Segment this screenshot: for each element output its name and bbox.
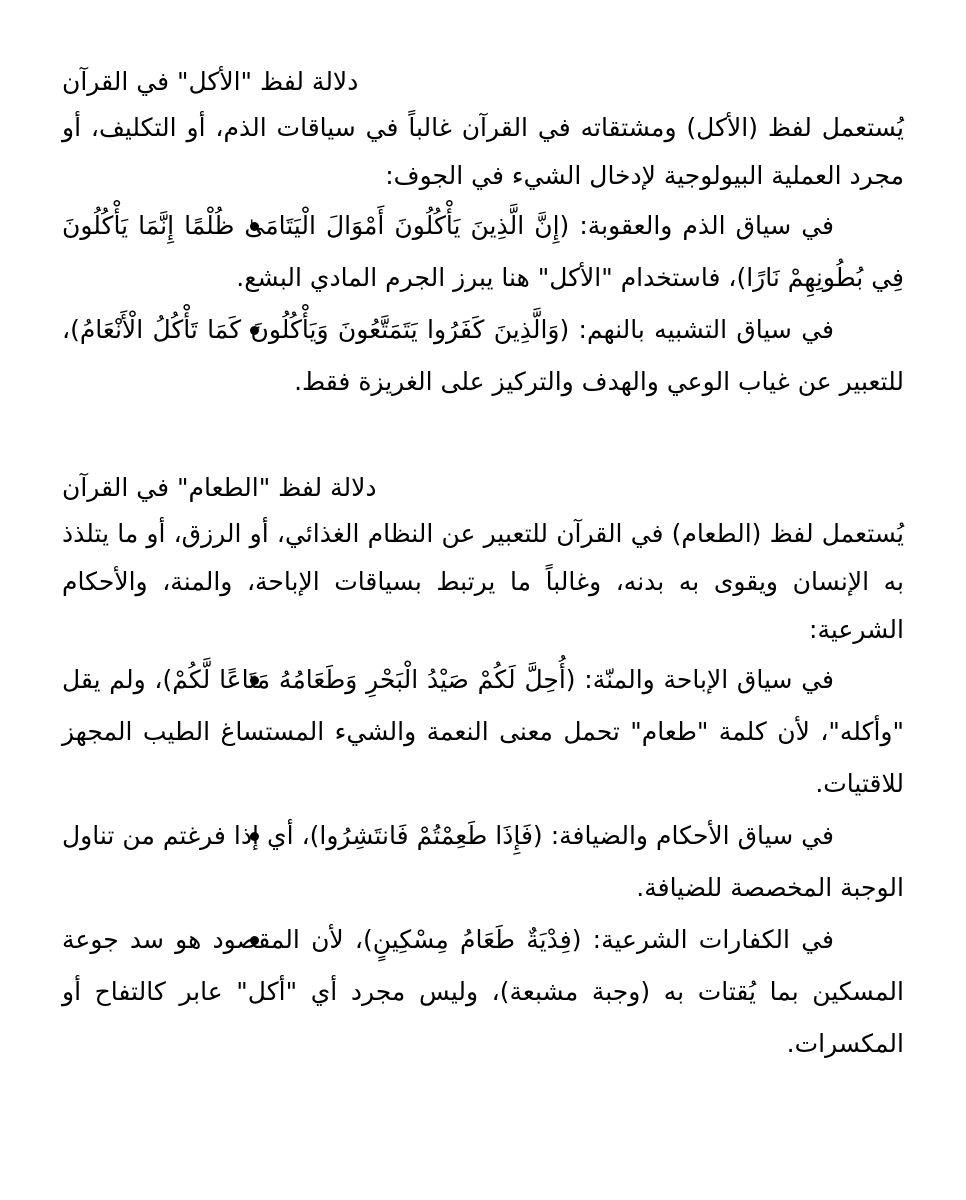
bullet-text: في سياق الإباحة والمنّة: (أُحِلَّ لَكُمْ صَيْدُ الْبَحْرِ وَطَعَامُهُ مَتَاعًا لَّكُمْ)، ولم يقل "وأكله"، لأن كلمة "طعام" تحمل معنى النعمة والشيء المستساغ الطيب المجهز للاقتيات. bbox=[62, 665, 904, 798]
bullet-item bbox=[62, 914, 904, 1070]
bullet-text: في سياق التشبيه بالنهم: (وَالَّذِينَ كَفَرُوا يَتَمَتَّعُونَ وَيَأْكُلُونَ كَمَا تَأْكُلُ الْأَنْعَامُ)، للتعبير عن غياب الوعي والهدف والتركيز على الغريزة فقط. bbox=[62, 315, 904, 396]
bullet-dot-icon bbox=[249, 304, 259, 356]
section-intro: يُستعمل لفظ (الأكل) ومشتقاته في القرآن غالباً في سياقات الذم، أو التكليف، أو مجرد العملية البيولوجية لإدخال الشيء في الجوف: bbox=[62, 113, 904, 190]
bullet-text: في الكفارات الشرعية: (فِدْيَةٌ طَعَامُ مِسْكِينٍ)، لأن المقصود هو سد جوعة المسكين بما يُقتات به (وجبة مشبعة)، وليس مجرد أي "أكل" عابر كالتفاح أو المكسرات. bbox=[62, 925, 904, 1058]
document-page bbox=[62, 60, 904, 1070]
section-heading: دلالة لفظ "الطعام" في القرآن bbox=[62, 473, 377, 502]
section-heading: دلالة لفظ "الأكل" في القرآن bbox=[62, 67, 359, 96]
bullet-text: في سياق الأحكام والضيافة: (فَإِذَا طَعِمْتُمْ فَانتَشِرُوا)، أي إذا فرغتم من تناول الوجبة المخصصة للضيافة. bbox=[62, 821, 904, 902]
bullet-item bbox=[62, 200, 904, 304]
section-akl bbox=[62, 60, 904, 408]
bullet-item bbox=[62, 304, 904, 408]
bullet-text: في سياق الذم والعقوبة: (إِنَّ الَّذِينَ يَأْكُلُونَ أَمْوَالَ الْيَتَامَىٰ ظُلْمًا إِنَّمَا يَأْكُلُونَ فِي بُطُونِهِمْ نَارًا)، فاستخدام "الأكل" هنا يبرز الجرم المادي البشع. bbox=[62, 211, 904, 292]
bullet-list bbox=[62, 200, 904, 408]
bullet-dot-icon bbox=[249, 810, 259, 862]
bullet-list bbox=[62, 654, 904, 1070]
bullet-item bbox=[62, 810, 904, 914]
bullet-dot-icon bbox=[249, 654, 259, 706]
bullet-item bbox=[62, 654, 904, 810]
section-intro: يُستعمل لفظ (الطعام) في القرآن للتعبير عن النظام الغذائي، أو الرزق، أو ما يتلذذ به الإنسان ويقوى به بدنه، وغالباً ما يرتبط بسياقات الإباحة، والمنة، والأحكام الشرعية: bbox=[62, 519, 904, 644]
bullet-dot-icon bbox=[249, 914, 259, 966]
section-taam bbox=[62, 466, 904, 1070]
bullet-dot-icon bbox=[249, 200, 259, 252]
